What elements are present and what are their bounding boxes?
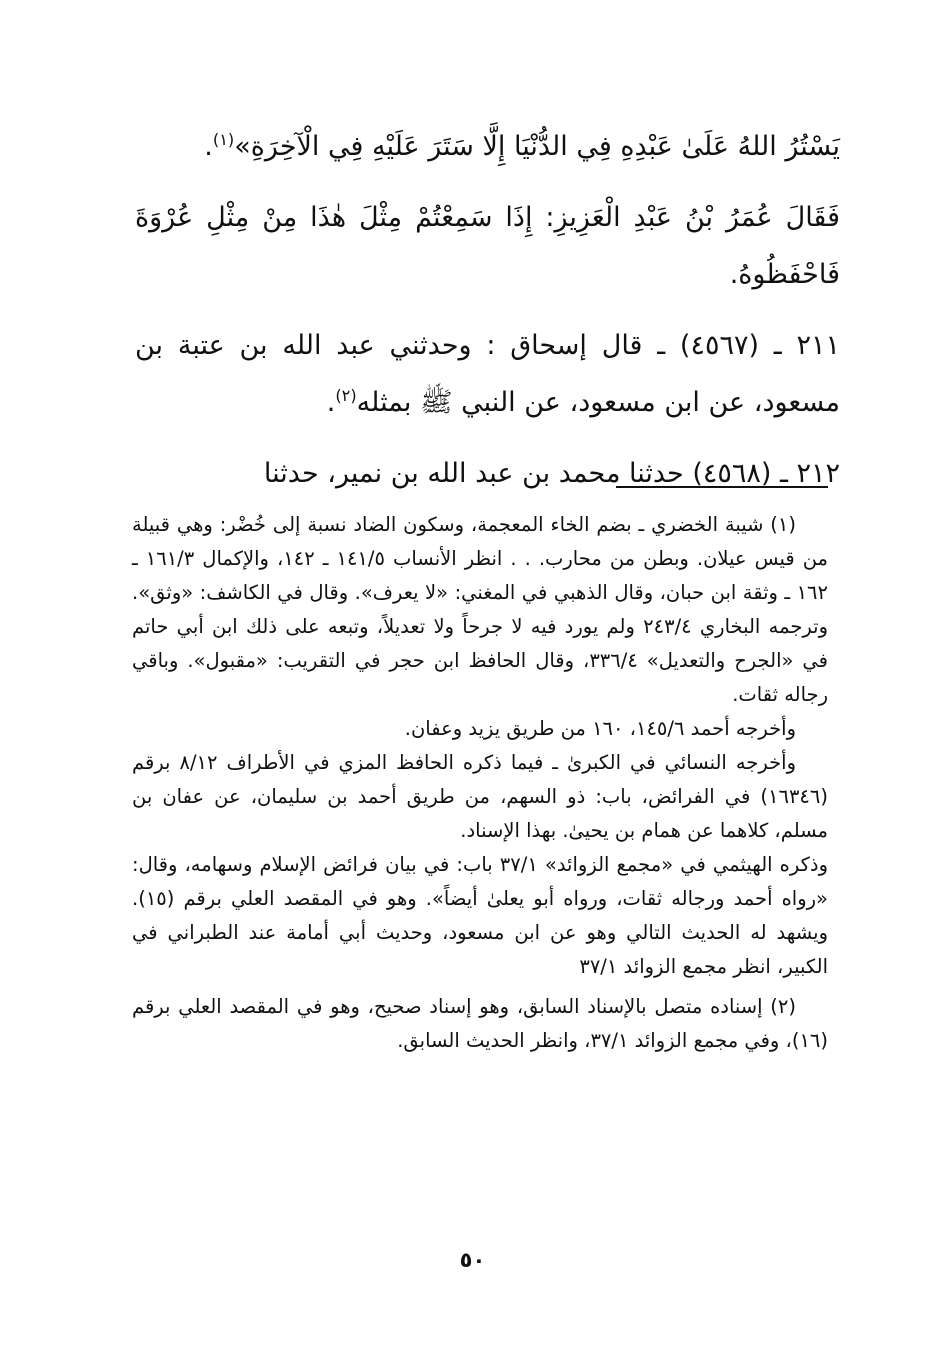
paragraph-text: يَسْتُرُ اللهُ عَلَىٰ عَبْدِهِ فِي الدُّنْيَا إِلَّا سَتَرَ عَلَيْهِ فِي الْآخِرَةِ» — [234, 131, 840, 162]
paragraph-text: ٢١١ ـ (٤٥٦٧) ـ قال إسحاق : وحدثني عبد الله بن عتبة بن مسعود، عن ابن مسعود، عن النبي ﷺ بمثله — [135, 330, 840, 418]
footnote-paragraph: (١) شيبة الخضري ـ بضم الخاء المعجمة، وسكون الضاد نسبة إلى خُضْر: وهي قبيلة من قيس عيلان. وبطن من محارب. . . انظر الأنساب ١٤١/٥ ـ ١٤٢، والإكمال ١٦١/٣ ـ ١٦٢ ـ وثقة ابن حبان، وقال الذهبي في المغني: «لا يعرف». وقال في الكاشف: «وثق». وترجمه البخاري ٢٤٣/٤ ولم يورد فيه لا جرحاً ولا تعديلاً، وتبعه على ذلك ابن أبي حاتم في «الجرح والتعديل» ٣٣٦/٤، وقال الحافظ ابن حجر في التقريب: «مقبول». وباقي رجاله ثقات. — [132, 513, 829, 706]
paragraph-hadith-end — [135, 118, 840, 175]
footnote-paragraph: وأخرجه أحمد ١٤٥/٦، ١٦٠ من طريق يزيد وعفان. — [404, 717, 796, 740]
footnote-separator — [616, 486, 828, 488]
paragraph-end-mark: . — [204, 131, 213, 162]
footnotes — [132, 508, 828, 1058]
page-number: ٥٠ — [459, 1248, 486, 1272]
main-text — [135, 118, 840, 502]
paragraph-hadith-211 — [135, 317, 840, 431]
footnote-paragraph: وذكره الهيثمي في «مجمع الزوائد» ٣٧/١ باب: في بيان فرائض الإسلام وسهامه، وقال: «رواه أحمد ورجاله ثقات، ورواه أبو يعلىٰ أيضاً». وهو في المقصد العلي برقم (١٥). ويشهد له الحديث التالي وهو عن ابن مسعود، وحديث أبي أمامة عند الطبراني في الكبير، انظر مجمع الزوائد ٣٧/١ — [132, 853, 828, 978]
footnote-ref-1: (١) — [212, 130, 235, 149]
paragraph-end-mark: . — [326, 387, 336, 418]
paragraph-umar-saying: فَقَالَ عُمَرُ بْنُ عَبْدِ الْعَزِيزِ: إِذَا سَمِعْتُمْ مِثْلَ هٰذَا مِنْ مِثْلِ عُرْوَةَ فَاحْفَظُوهُ. — [135, 202, 840, 290]
footnote-ref-2: (٢) — [335, 386, 357, 405]
footnote-paragraph: وأخرجه النسائي في الكبرىٰ ـ فيما ذكره الحافظ المزي في الأطراف ٨/١٢ برقم (١٦٣٤٦) في الفرائض، باب: ذو السهم، من طريق أحمد بن سليمان، عن عفان بن مسلم، كلاهما عن همام بن يحيىٰ. بهذا الإسناد. — [132, 751, 828, 842]
footnote-paragraph: (٢) إسناده متصل بالإسناد السابق، وهو إسناد صحيح، وهو في المقصد العلي برقم (١٦)، وفي مجمع الزوائد ٣٧/١، وانظر الحديث السابق. — [132, 995, 828, 1052]
paragraph-hadith-212: ٢١٢ ـ (٤٥٦٨) حدثنا محمد بن عبد الله بن نمير، حدثنا — [263, 458, 840, 489]
